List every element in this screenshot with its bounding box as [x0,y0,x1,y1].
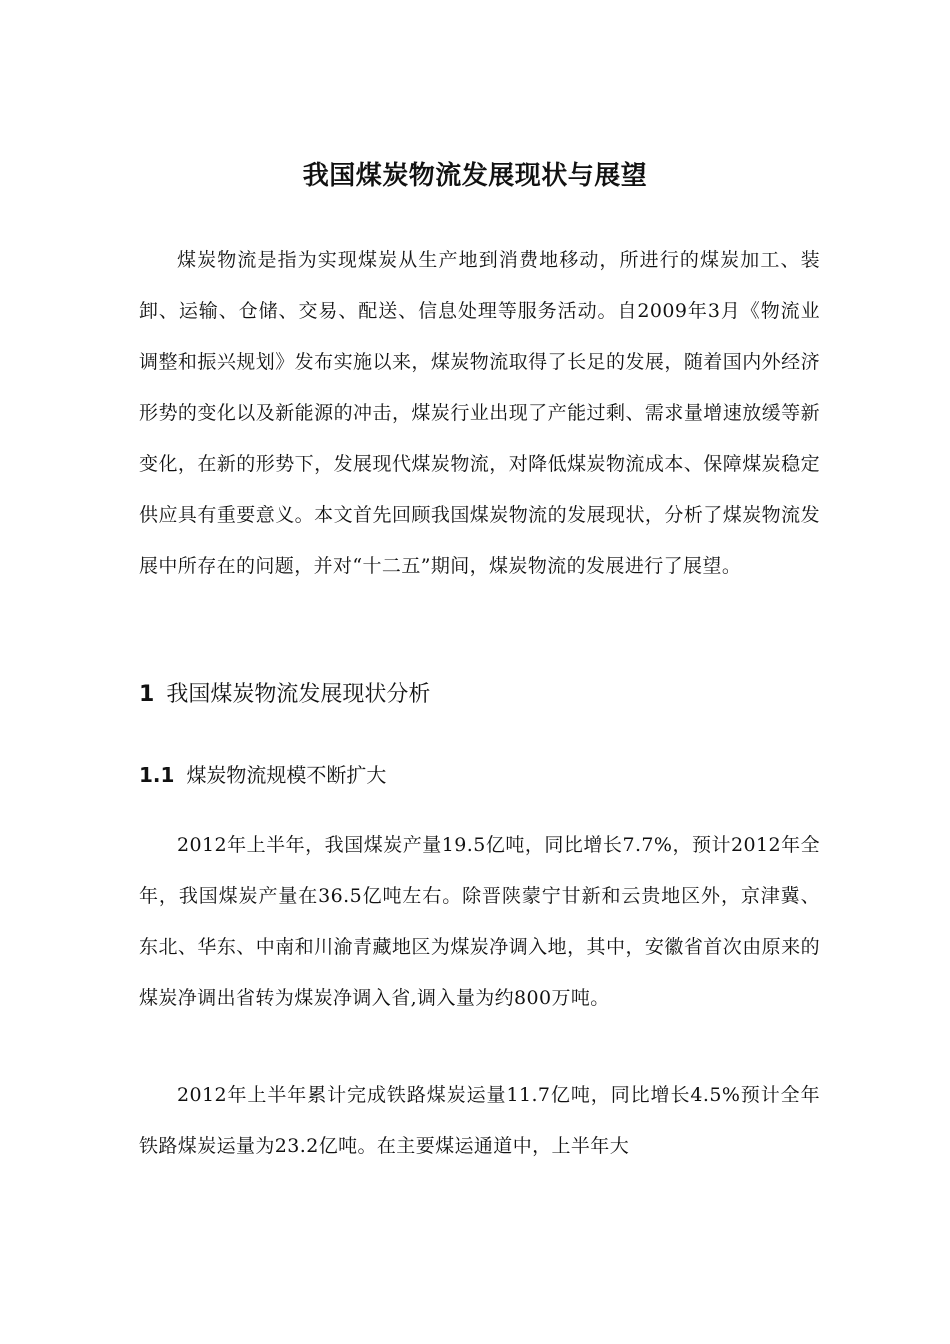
section-1-number: 1 [139,682,155,707]
section-1-title: 我国煤炭物流发展现状分析 [166,682,431,707]
section-1-1-paragraph-1: 2012年上半年，我国煤炭产量19.5亿吨，同比增长7.7%，预计2012年全年，我国煤炭产量在36.5亿吨左右。除晋陕蒙宁甘新和云贵地区外，京津冀、东北、华东、中南和川渝青藏地区为煤炭净调入地，其中，安徽省首次由原来的煤炭净调出省转为煤炭净调入省,调入量为约800万吨。 [139,834,820,1009]
section-1-1-number: 1.1 [139,763,175,787]
section-1-1-paragraph-2: 2012年上半年累计完成铁路煤炭运量11.7亿吨，同比增长4.5%预计全年铁路煤炭运量为23.2亿吨。在主要煤运通道中，上半年大 [139,1084,820,1157]
section-1-heading [139,675,430,715]
document-title: 我国煤炭物流发展现状与展望 [302,161,648,191]
section-1-1-heading [139,757,386,793]
intro-paragraph: 煤炭物流是指为实现煤炭从生产地到消费地移动，所进行的煤炭加工、装卸、运输、仓储、交易、配送、信息处理等服务活动。自2009年3月《物流业调整和振兴规划》发布实施以来，煤炭物流取得了长足的发展，随着国内外经济形势的变化以及新能源的冲击，煤炭行业出现了产能过剩、需求量增速放缓等新变化，在新的形势下，发展现代煤炭物流，对降低煤炭物流成本、保障煤炭稳定供应具有重要意义。本文首先回顾我国煤炭物流的发展现状，分析了煤炭物流发展中所存在的问题，并对“十二五”期间，煤炭物流的发展进行了展望。 [139,249,820,577]
section-1-1-title: 煤炭物流规模不断扩大 [186,763,387,787]
